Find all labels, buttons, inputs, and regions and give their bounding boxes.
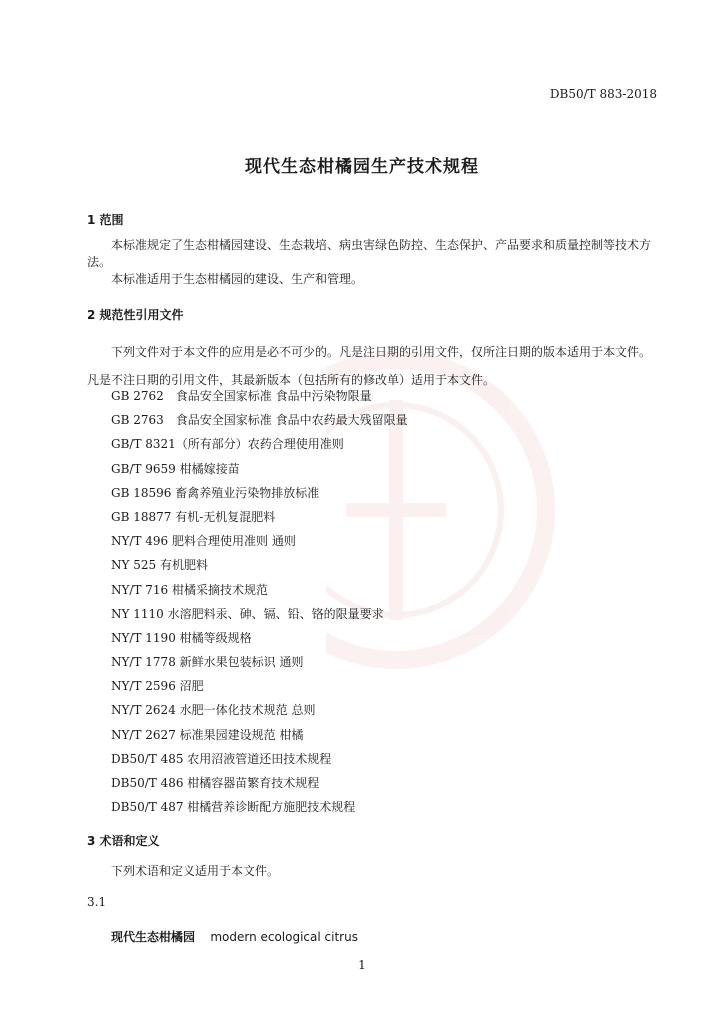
list-item: NY/T 1778 新鲜水果包装标识 通则: [111, 655, 304, 670]
list-item: NY/T 2596 沼肥: [111, 679, 204, 694]
term-chinese: 现代生态柑橘园: [111, 930, 196, 944]
list-item: GB/T 8321（所有部分）农药合理使用准则: [111, 437, 344, 452]
list-item: NY/T 2624 水肥一体化技术规范 总则: [111, 703, 316, 718]
list-item: DB50/T 486 柑橘容器苗繁育技术规程: [111, 776, 320, 790]
section-heading: 2 规范性引用文件: [87, 308, 184, 322]
list-item: NY/T 2627 标准果园建设规范 柑橘: [111, 727, 304, 742]
section-scope: [87, 211, 657, 228]
list-item: GB 2763 食品安全国家标准 食品中农药最大残留限量: [111, 413, 408, 428]
list-item: NY/T 716 柑橘采摘技术规范: [111, 582, 269, 597]
section-normative-references: [87, 306, 657, 323]
list-item: NY/T 496 肥料合理使用准则 通则: [111, 534, 296, 549]
standard-code: DB50/T 883-2018: [549, 87, 657, 101]
term-english: modern ecological citrus: [210, 930, 358, 944]
section-heading: 1 范围: [87, 213, 124, 227]
term-entry: [111, 928, 681, 945]
document-title: 现代生态柑橘园生产技术规程: [245, 157, 479, 177]
list-item: NY 1110 水溶肥料汞、砷、镉、铅、铬的限量要求: [111, 606, 384, 621]
paragraph: 本标准适用于生态柑橘园的建设、生产和管理。: [111, 272, 364, 286]
list-item: NY/T 1190 柑橘等级规格: [111, 630, 252, 645]
section-heading: 3 术语和定义: [87, 834, 160, 848]
list-item: GB 18596 畜禽养殖业污染物排放标准: [111, 485, 320, 500]
list-item: GB/T 9659 柑橘嫁接苗: [111, 461, 240, 476]
reference-list: [111, 384, 408, 819]
list-item: DB50/T 487 柑橘营养诊断配方施肥技术规程: [111, 800, 356, 815]
paragraph: 下列文件对于本文件的应用是必不可少的。凡是注日期的引用文件，仅所注日期的版本适用于本文件。凡是不注日期的引用文件，其最新版本（包括所有的修改单）适用于本文件。: [87, 345, 652, 387]
paragraph: 本标准规定了生态柑橘园建设、生态栽培、病虫害绿色防控、生态保护、产品要求和质量控制等技术方法。: [87, 238, 652, 269]
page-number: 1: [358, 958, 366, 972]
terms-intro: [87, 863, 657, 880]
paragraph: 下列术语和定义适用于本文件。: [111, 864, 280, 878]
list-item: GB 18877 有机-无机复混肥料: [111, 509, 276, 524]
list-item: DB50/T 485 农用沼液管道还田技术规程: [111, 751, 332, 766]
list-item: NY 525 有机肥料: [111, 558, 208, 573]
clause-number: 3.1: [87, 895, 107, 909]
list-item: GB 2762 食品安全国家标准 食品中污染物限量: [111, 389, 372, 403]
section-terms: [87, 832, 657, 849]
scope-body: [87, 237, 657, 288]
